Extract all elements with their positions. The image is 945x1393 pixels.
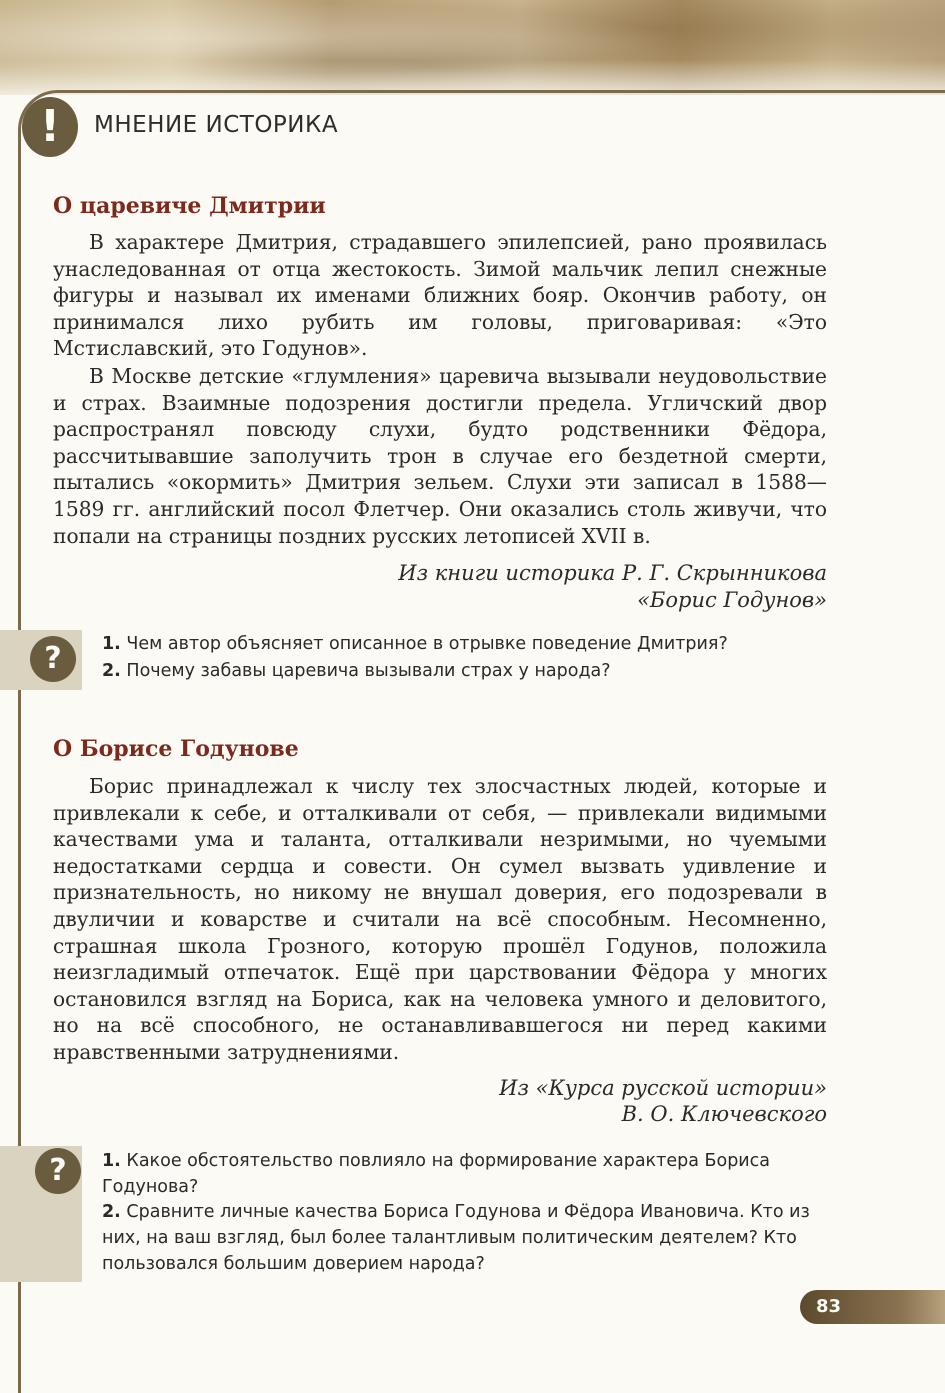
exclamation-icon: ! (22, 97, 78, 157)
question-number: 2. (102, 661, 121, 681)
attribution-dmitry-line2: «Борис Годунов» (637, 588, 827, 612)
question-icon: ? (30, 636, 76, 682)
attribution-boris-line2: В. О. Ключевского (621, 1102, 827, 1126)
heading-dmitry: О царевиче Дмитрии (53, 193, 326, 219)
paragraph-dmitry-1: В характере Дмитрия, страдавшего эпилепсией, рано проявилась унаследованная от отца жестокость. Зимой мальчик лепил снежные фигуры и называл их именами ближних бояр. Окончив работу, он принимался лихо рубить им головы, приговаривая: «Это Мстиславский, это Годунов». (53, 230, 827, 361)
section-title: МНЕНИЕ ИСТОРИКА (94, 112, 339, 138)
question-text: Почему забавы царевича вызывали страх у народа? (126, 661, 611, 681)
question-item (102, 658, 828, 684)
question-item (102, 631, 828, 657)
attribution-boris-line1: Из «Курса русской истории» (499, 1076, 827, 1100)
question-text: Сравните личные качества Бориса Годунова и Фёдора Ивановича. Кто из них, на ваш взгляд, был более талантливым политическим деятелем? Кто пользовался большим доверием народа? (102, 1202, 810, 1274)
page-number: 83 (816, 1296, 842, 1317)
question-number: 2. (102, 1202, 121, 1222)
question-item (102, 1199, 828, 1277)
attribution-dmitry-line1: Из книги историка Р. Г. Скрынникова (398, 561, 827, 585)
question-item (102, 1148, 828, 1200)
heading-boris: О Борисе Годунове (53, 736, 299, 762)
question-text: Какое обстоятельство повлияло на формирование характера Бориса Годунова? (102, 1151, 771, 1197)
question-number: 1. (102, 1151, 121, 1171)
paragraph-boris: Борис принадлежал к числу тех злосчастных людей, которые и привлекали к себе, и отталкивали от себя, — привлекали видимыми качествами ума и таланта, отталкивали незримыми, но чуемыми недостатками сердца и совести. Он сумел вызвать удивление и признательность, но никому не внушал доверия, его подозревали в двуличии и коварстве и считали на всё способным. Несомненно, страшная школа Грозного, которую прошёл Годунов, положила неизгладимый отпечаток. Ещё при царствовании Фёдора у многих остановился взгляд на Бориса, как на человека умного и деловитого, но на всё способного, не останавливавшегося ни перед какими нравственными затруднениями. (53, 774, 827, 1064)
question-number: 1. (102, 634, 121, 654)
question-icon: ? (35, 1148, 81, 1194)
paragraph-dmitry-2: В Москве детские «глумления» царевича вызывали неудовольствие и страх. Взаимные подозрения достигли предела. Угличский двор распространял повсюду слухи, будто родственники Фёдора, рассчитывавшие заполучить трон в случае его бездетной смерти, пытались «окормить» Дмитрия зельем. Слухи эти записал в 1588—1589 гг. английский посол Флетчер. Они оказались столь живучи, что попали на страницы поздних русских летописей XVII в. (53, 364, 827, 548)
question-text: Чем автор объясняет описанное в отрывке поведение Дмитрия? (126, 634, 728, 654)
